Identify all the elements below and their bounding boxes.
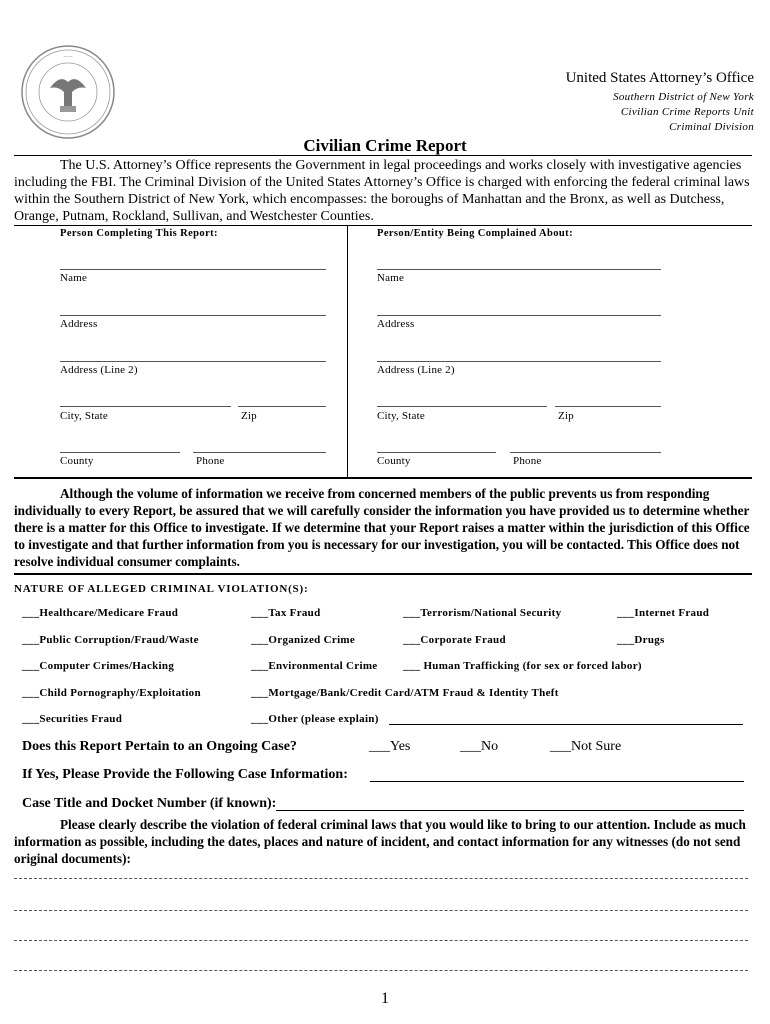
- description-line[interactable]: [14, 970, 748, 971]
- violation-organized-crime[interactable]: ___Organized Crime: [251, 634, 356, 646]
- reporter-phone-field[interactable]: [193, 452, 326, 453]
- contact-section-rule: [14, 477, 752, 479]
- reporter-zip-label: Zip: [241, 410, 257, 422]
- title-rule: [14, 155, 752, 156]
- description-line[interactable]: [14, 940, 748, 941]
- subject-zip-label: Zip: [558, 410, 574, 422]
- reporter-address2-label: Address (Line 2): [60, 364, 138, 376]
- office-name: United States Attorney’s Office: [565, 70, 754, 86]
- notice-rule: [14, 573, 752, 575]
- ongoing-yes-option[interactable]: ___Yes: [369, 739, 411, 754]
- violation-heading: NATURE OF ALLEGED CRIMINAL VIOLATION(S):: [14, 583, 309, 595]
- unit-name: Civilian Crime Reports Unit: [620, 106, 754, 118]
- intro-rule: [14, 225, 752, 226]
- subject-county-label: County: [377, 455, 411, 467]
- notice-paragraph: Although the volume of information we receive from concerned members of the public prevents us from responding individually to every Report, be assured that we will carefully consider the information you have provided us to determine whether there is a matter for this Office to investigate. If we determine that your Report raises a matter within the jurisdiction of this Office to investigate and that further information from you is necessary for our investigation, you will be contacted. This Office does not resolve individual consumer complaints.: [14, 486, 750, 569]
- violation-mortgage-fraud[interactable]: ___Mortgage/Bank/Credit Card/ATM Fraud & Identity Theft: [251, 687, 559, 699]
- violation-terrorism[interactable]: ___Terrorism/National Security: [403, 607, 562, 619]
- case-info-label: If Yes, Please Provide the Following Case Information:: [22, 767, 348, 782]
- case-title-label: Case Title and Docket Number (if known):: [22, 796, 277, 811]
- violation-corporate[interactable]: ___Corporate Fraud: [403, 634, 506, 646]
- violation-public-corruption[interactable]: ___Public Corruption/Fraud/Waste: [22, 634, 199, 646]
- reporter-address-label: Address: [60, 318, 98, 330]
- subject-phone-label: Phone: [513, 455, 542, 467]
- violation-internet[interactable]: ___Internet Fraud: [617, 607, 710, 619]
- doj-seal-icon: [20, 44, 116, 140]
- svg-text:·····: ·····: [63, 54, 73, 61]
- case-title-field[interactable]: [276, 810, 744, 811]
- reporter-city-label: City, State: [60, 410, 108, 422]
- subject-address-field[interactable]: [377, 315, 661, 316]
- subject-county-field[interactable]: [377, 452, 496, 453]
- case-info-field[interactable]: [370, 781, 744, 782]
- division-name: Criminal Division: [669, 121, 754, 133]
- subject-name-field[interactable]: [377, 269, 661, 270]
- subject-zip-field[interactable]: [555, 406, 661, 407]
- subject-heading: Person/Entity Being Complained About:: [377, 228, 573, 239]
- violation-trafficking[interactable]: ___ Human Trafficking (for sex or forced labor): [403, 660, 642, 672]
- reporter-heading: Person Completing This Report:: [60, 228, 218, 239]
- ongoing-no-option[interactable]: ___No: [460, 739, 499, 754]
- subject-phone-field[interactable]: [510, 452, 661, 453]
- violation-environmental[interactable]: ___Environmental Crime: [251, 660, 378, 672]
- reporter-phone-label: Phone: [196, 455, 225, 467]
- ongoing-case-question: Does this Report Pertain to an Ongoing Case?: [22, 739, 297, 754]
- reporter-address-field[interactable]: [60, 315, 326, 316]
- violation-child-exploitation[interactable]: ___Child Pornography/Exploitation: [22, 687, 201, 699]
- reporter-county-label: County: [60, 455, 94, 467]
- violation-other[interactable]: ___Other (please explain): [251, 713, 379, 725]
- description-line[interactable]: [14, 878, 748, 879]
- reporter-name-field[interactable]: [60, 269, 326, 270]
- description-instructions: Please clearly describe the violation of federal criminal laws that you would like to bring to our attention. Include as much information as possible, including the dates, places and nature of incident, and contact information for any witnesses (do not send original documents):: [14, 817, 746, 866]
- subject-address2-field[interactable]: [377, 361, 661, 362]
- subject-city-field[interactable]: [377, 406, 547, 407]
- violation-healthcare[interactable]: ___Healthcare/Medicare Fraud: [22, 607, 179, 619]
- intro-paragraph: The U.S. Attorney’s Office represents the Government in legal proceedings and works closely with investigative agencies including the FBI. The Criminal Division of the United States Attorney’s Office is charged with enforcing the federal criminal laws within the Southern District of New York, which encompasses: the boroughs of Manhattan and the Bronx, as well as Dutchess, Orange, Putnam, Rockland, Sullivan, and Westchester Counties.: [14, 158, 750, 224]
- reporter-city-field[interactable]: [60, 406, 231, 407]
- reporter-zip-field[interactable]: [238, 406, 326, 407]
- other-explain-field[interactable]: [389, 724, 743, 725]
- reporter-county-field[interactable]: [60, 452, 180, 453]
- subject-address-label: Address: [377, 318, 415, 330]
- violation-drugs[interactable]: ___Drugs: [617, 634, 665, 646]
- column-divider: [347, 225, 348, 477]
- subject-address2-label: Address (Line 2): [377, 364, 455, 376]
- description-line[interactable]: [14, 910, 748, 911]
- violation-computer[interactable]: ___Computer Crimes/Hacking: [22, 660, 175, 672]
- subject-name-label: Name: [377, 272, 405, 284]
- page-title: Civilian Crime Report: [303, 136, 467, 155]
- page-number: 1: [381, 990, 389, 1007]
- ongoing-not-sure-option[interactable]: ___Not Sure: [550, 739, 622, 754]
- violation-securities[interactable]: ___Securities Fraud: [22, 713, 123, 725]
- subject-city-label: City, State: [377, 410, 425, 422]
- violation-tax[interactable]: ___Tax Fraud: [251, 607, 321, 619]
- reporter-address2-field[interactable]: [60, 361, 326, 362]
- district-name: Southern District of New York: [613, 91, 754, 103]
- reporter-name-label: Name: [60, 272, 88, 284]
